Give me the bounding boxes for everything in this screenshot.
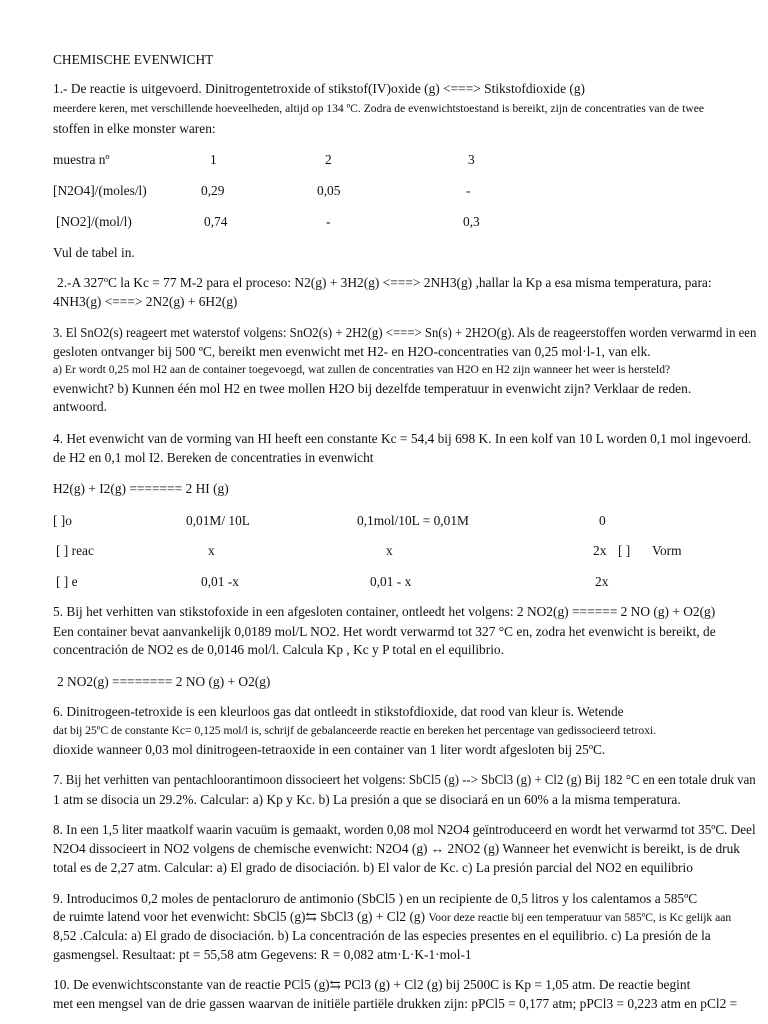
q4-row-eq-col3: 2x	[595, 574, 609, 589]
q4-row-reac-col1: x	[208, 543, 215, 558]
q4-row-initial-col3: 0	[599, 513, 606, 528]
q1-table-row2-col1: 0,74	[204, 214, 228, 229]
q1-line1: 1.- De reactie is uitgevoerd. Dinitrogentetroxide of stikstof(IV)oxide (g) <===> Stikstofdioxide (g)	[53, 81, 585, 96]
q1-table-row2-label: [NO2]/(mol/l)	[56, 214, 132, 229]
q2-line1: 2.-A 327ºC la Kc = 77 M-2 para el proceso: N2(g) + 3H2(g) <===> 2NH3(g) ,hallar la Kp a esa misma temperatura, para:	[57, 275, 712, 290]
q4-line2: de H2 en 0,1 mol I2. Bereken de concentraties in evenwicht	[53, 450, 374, 465]
q3-line5: antwoord.	[53, 399, 107, 414]
q1-table-header-label: muestra nº	[53, 152, 110, 167]
q5-equation: 2 NO2(g) ======== 2 NO (g) + O2(g)	[57, 674, 271, 689]
q8-line2: N2O4 dissocieert in NO2 volgens de chemische evenwicht: N2O4 (g) ↔ 2NO2 (g) Wanneer het evenwicht is bereikt, is de druk	[53, 841, 740, 856]
q6-line2: dat bij 25ºC de constante Kc= 0,125 mol/l is, schrijf de gebalanceerde reactie en bereken het percentage van gedissocieerd tetroxi.	[53, 724, 657, 737]
q1-table-header-3: 3	[468, 152, 475, 167]
q3-line1: 3. El SnO2(s) reageert met waterstof volgens: SnO2(s) + 2H2(g) <===> Sn(s) + 2H2O(g). Als de reageerstoffen worden verwarmd in een	[53, 325, 757, 340]
q8-line3: total es de 2,27 atm. Calcular: a) El grado de disociación. b) El valor de Kc. c) La presión parcial del NO2 en equilibrio	[53, 860, 693, 875]
q9-line2-part1: de ruimte latend voor het evenwicht: SbCl5 (g)⇆ SbCl3 (g) + Cl2 (g)	[53, 909, 429, 924]
q10-line1: 10. De evenwichtsconstante van de reactie PCl5 (g)⇆ PCl3 (g) + Cl2 (g) bij 2500C is Kp = 1,05 atm. De reactie begint	[53, 977, 691, 992]
q4-row-initial-col1: 0,01M/ 10L	[186, 513, 250, 528]
q3-line4: evenwicht? b) Kunnen één mol H2 en twee mollen H2O bij dezelfde temperatuur in evenwicht zijn? Verklaar de reden.	[53, 381, 692, 396]
q1-table-row1-col3: -	[466, 183, 471, 198]
q1-table-header-2: 2	[325, 152, 332, 167]
q1-table-row2-col3: 0,3	[463, 214, 480, 229]
q4-row-reac-vorm: Vorm	[652, 543, 682, 558]
q4-row-reac-col2: x	[386, 543, 393, 558]
q9-line1: 9. Introducimos 0,2 moles de pentacloruro de antimonio (SbCl5 ) en un recipiente de 0,5 litros y los calentamos a 585ºC	[53, 891, 698, 906]
q9-line2-part2: Voor deze reactie bij een temperatuur van 585ºC, is Kc gelijk aan	[428, 911, 732, 924]
document-title: CHEMISCHE EVENWICHT	[53, 52, 214, 67]
q3-line2: gesloten ontvanger bij 500 ºC, bereikt men evenwicht met H2- en H2O-concentraties van 0,25 mol·l-1, van elk.	[53, 344, 651, 359]
q5-line2: Een container bevat aanvankelijk 0,0189 mol/L NO2. Het wordt verwarmd tot 327 °C en, zodra het evenwicht is bereikt, de	[53, 624, 716, 639]
q4-row-eq-col2: 0,01 - x	[370, 574, 412, 589]
q9-line2	[53, 909, 731, 926]
q1-line2: meerdere keren, met verschillende hoeveelheden, altijd op 134 ºC. Zodra de evenwichtstoestand is bereikt, zijn de concentraties van de twee	[53, 102, 704, 115]
q6-line3: dioxide wanneer 0,03 mol dinitrogeen-tetraoxide in een container van 1 liter wordt afgesloten bij 25ºC.	[53, 742, 606, 757]
q8-line1: 8. In een 1,5 liter maatkolf waarin vacuüm is gemaakt, worden 0,08 mol N2O4 geïntroduceerd en wordt het verwarmd tot 35ºC. Deel	[53, 822, 756, 837]
q2-line2: 4NH3(g) <===> 2N2(g) + 6H2(g)	[53, 294, 238, 309]
q1-fill-instruction: Vul de tabel in.	[53, 245, 135, 260]
q5-line1: 5. Bij het verhitten van stikstofoxide in een afgesloten container, ontleedt het volgens: 2 NO2(g) ====== 2 NO (g) + O2(g)	[53, 604, 716, 619]
q4-row-initial-label: [ ]o	[53, 513, 72, 528]
q4-row-reac-label: [ ] reac	[56, 543, 94, 558]
q9-line3: 8,52 .Calcula: a) El grado de disociación. b) La concentración de las especies presentes en el equilibrio. c) La presión de la	[53, 928, 711, 943]
q1-table-row1-label: [N2O4]/(moles/l)	[53, 183, 147, 198]
q4-row-eq-label: [ ] e	[56, 574, 78, 589]
q4-row-initial-col2: 0,1mol/10L = 0,01M	[357, 513, 469, 528]
q10-line2: met een mengsel van de drie gassen waarvan de initiële partiële drukken zijn: pPCl5 = 0,177 atm; pPCl3 = 0,223 atm en pCl2 =	[53, 996, 738, 1011]
q1-table-row2-col2: -	[326, 214, 331, 229]
q5-line3: concentración de NO2 es de 0,0146 mol/l. Calcula Kp , Kc y P total en el equilibrio.	[53, 642, 504, 657]
q4-row-eq-col1: 0,01 -x	[201, 574, 239, 589]
q4-equation: H2(g) + I2(g) ======= 2 HI (g)	[53, 481, 229, 496]
q9-line4: gasmengsel. Resultaat: pt = 55,58 atm Gegevens: R = 0,082 atm·L·K-1·mol-1	[53, 947, 472, 962]
q3-line3: a) Er wordt 0,25 mol H2 aan de container toegevoegd, wat zullen de concentraties van H2O en H2 zijn wanneer het weer is hersteld?	[53, 363, 671, 376]
q6-line1: 6. Dinitrogeen-tetroxide is een kleurloos gas dat ontleedt in stikstofdioxide, dat rood van kleur is. Wetende	[53, 704, 624, 719]
q4-row-reac-blank: [ ]	[618, 543, 631, 558]
q7-line1: 7. Bij het verhitten van pentachloorantimoon dissocieert het volgens: SbCl5 (g) --> SbCl3 (g) + Cl2 (g) Bij 182 °C en een totale druk van	[53, 772, 756, 787]
q1-line3: stoffen in elke monster waren:	[53, 121, 216, 136]
q1-table-header-1: 1	[210, 152, 217, 167]
q7-line2: 1 atm se disocia un 29.2%. Calcular: a) Kp y Kc. b) La presión a que se disociará en un 60% a la misma temperatura.	[53, 792, 681, 807]
q4-row-reac-col3: 2x	[593, 543, 607, 558]
q4-line1: 4. Het evenwicht van de vorming van HI heeft een constante Kc = 54,4 bij 698 K. In een kolf van 10 L worden 0,1 mol ingevoerd.	[53, 431, 752, 446]
q1-table-row1-col2: 0,05	[317, 183, 341, 198]
q1-table-row1-col1: 0,29	[201, 183, 225, 198]
